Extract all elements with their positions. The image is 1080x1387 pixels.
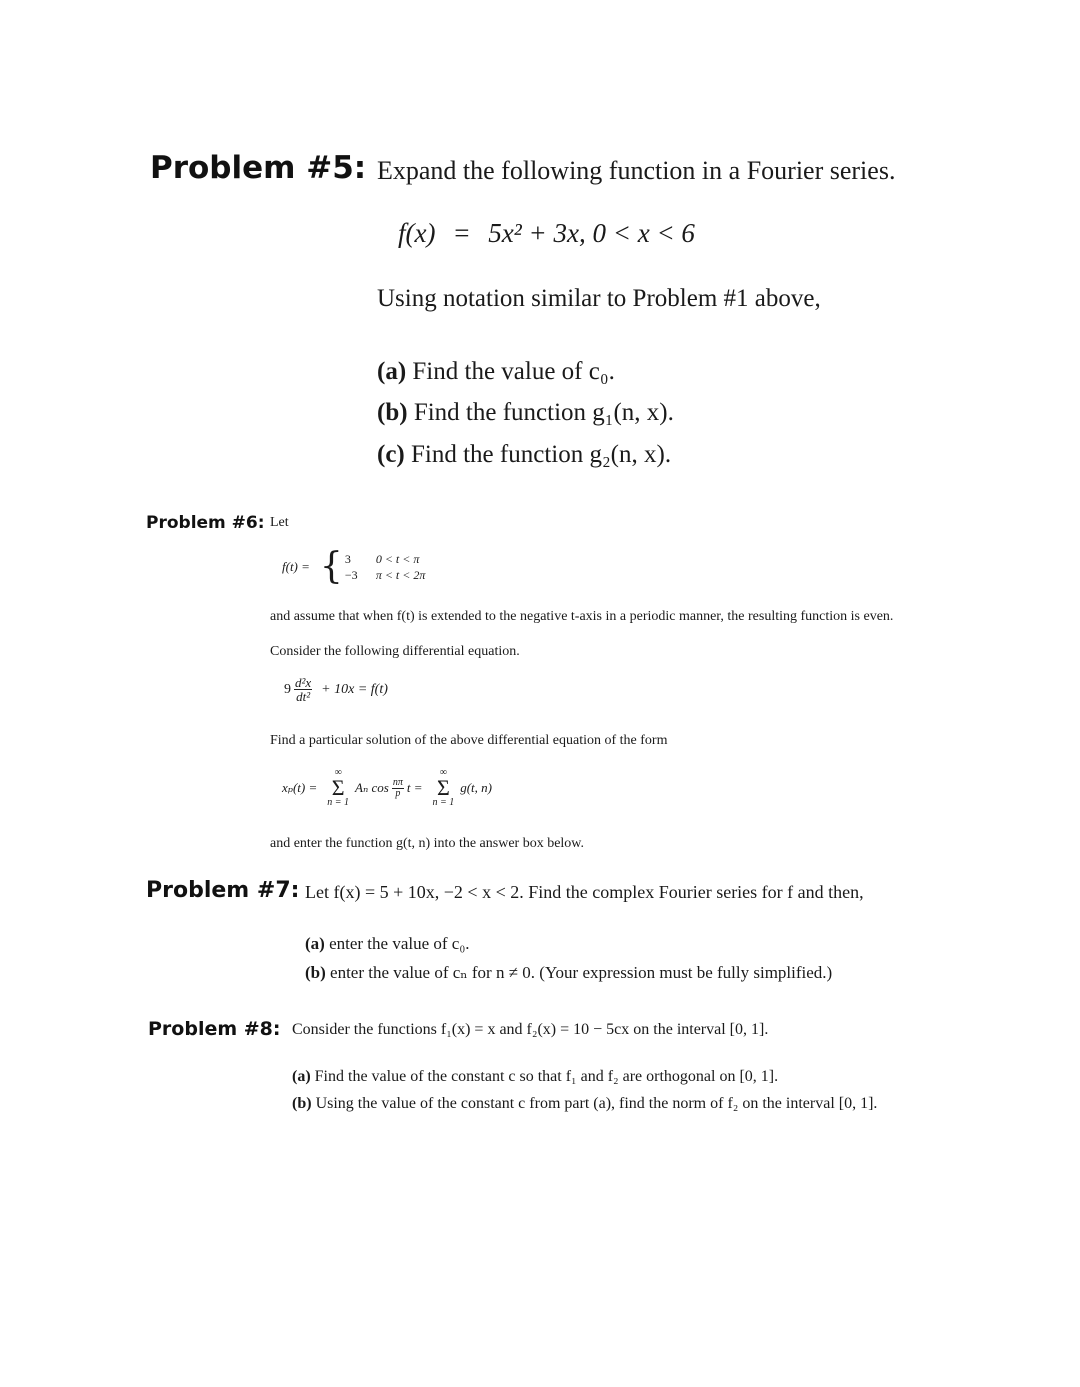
part-text: Find the function g₂(n, x). bbox=[411, 441, 672, 468]
problem-5-part-c bbox=[377, 441, 671, 469]
sum-lower: n = 1 bbox=[327, 797, 350, 808]
problem-6-text1: and assume that when f(t) is extended to the negative t-axis in a periodic manner, the resulting function is even. bbox=[270, 609, 894, 624]
equation-eq: = bbox=[454, 218, 470, 248]
problem-8-intro: Consider the functions f₁(x) = x and f₂(x) = 10 − 5cx on the interval [0, 1]. bbox=[292, 1021, 769, 1038]
ode-derivative bbox=[294, 676, 312, 703]
ode-num: d²x bbox=[295, 675, 312, 690]
case-row bbox=[345, 551, 426, 567]
sum-sigma: Σ bbox=[436, 775, 450, 800]
part-tag: (b) bbox=[377, 399, 408, 426]
series-term-c: g(t, n) bbox=[460, 780, 492, 795]
problem-7-label: Problem #7: bbox=[146, 878, 300, 903]
piecewise-lhs: f(t) = bbox=[282, 558, 310, 574]
equation-rhs: 5x² + 3x, 0 < x < 6 bbox=[488, 218, 695, 248]
series-term-a: Aₙ cos bbox=[355, 780, 389, 795]
case-condition: 0 < t < π bbox=[375, 551, 420, 566]
part-tag: (a) bbox=[292, 1068, 311, 1085]
problem-5-intro: Expand the following function in a Fourier series. bbox=[377, 156, 896, 185]
ode-rest: + 10x = f(t) bbox=[321, 681, 388, 697]
problem-5-label: Problem #5: bbox=[150, 150, 367, 186]
piecewise-cases bbox=[345, 551, 426, 583]
part-text: Find the value of c₀. bbox=[412, 358, 615, 385]
part-tag: (a) bbox=[377, 358, 407, 385]
series-fraction bbox=[392, 778, 404, 799]
series-term-b: t = bbox=[406, 780, 423, 795]
problem-7-part-a bbox=[305, 934, 470, 954]
case-value: 3 bbox=[344, 551, 351, 566]
problem-7-intro: Let f(x) = 5 + 10x, −2 < x < 2. Find the complex Fourier series for f and then, bbox=[305, 882, 864, 902]
part-tag: (b) bbox=[305, 963, 326, 982]
ode-coefficient: 9 bbox=[284, 681, 291, 697]
case-condition: π < t < 2π bbox=[375, 567, 426, 582]
differential-equation bbox=[284, 676, 388, 703]
ode-den: dt² bbox=[296, 689, 311, 704]
case-value: −3 bbox=[344, 567, 358, 582]
sum-upper: ∞ bbox=[439, 767, 447, 778]
part-text: enter the value of c₀. bbox=[329, 934, 470, 953]
problem-6-label: Problem #6: bbox=[146, 513, 265, 533]
problem-6-text3: Find a particular solution of the above differential equation of the form bbox=[270, 733, 668, 748]
summation-1 bbox=[327, 768, 349, 808]
problem-5-part-b bbox=[377, 399, 674, 427]
problem-6-text2: Consider the following differential equation. bbox=[270, 644, 520, 659]
problem-6-intro: Let bbox=[270, 515, 289, 530]
problem-7-part-b bbox=[305, 963, 832, 983]
problem-5-part-a bbox=[377, 358, 615, 386]
problem-5-note: Using notation similar to Problem #1 above, bbox=[377, 285, 821, 312]
part-text: Using the value of the constant c from part (a), find the norm of f₂ on the interval [0, 1]. bbox=[315, 1095, 878, 1112]
series-equation bbox=[282, 768, 492, 808]
frac-num: nπ bbox=[392, 776, 403, 788]
part-tag: (c) bbox=[377, 441, 405, 468]
part-text: Find the value of the constant c so that f₁ and f₂ are orthogonal on [0, 1]. bbox=[314, 1068, 779, 1085]
summation-2 bbox=[432, 768, 454, 808]
sum-sigma: Σ bbox=[331, 775, 345, 800]
problem-8-label: Problem #8: bbox=[148, 1018, 281, 1040]
case-row bbox=[345, 567, 426, 583]
equation-lhs: f(x) bbox=[398, 218, 436, 248]
problem-6-text4: and enter the function g(t, n) into the answer box below. bbox=[270, 836, 585, 851]
problem-5-equation bbox=[398, 218, 695, 249]
frac-den: p bbox=[395, 787, 401, 799]
left-brace: { bbox=[319, 546, 343, 587]
sum-lower: n = 1 bbox=[432, 797, 455, 808]
problem-8-part-a bbox=[292, 1068, 778, 1086]
part-tag: (a) bbox=[305, 934, 325, 953]
problem-8-part-b bbox=[292, 1095, 877, 1113]
part-text: Find the function g₁(n, x). bbox=[413, 399, 674, 426]
part-tag: (b) bbox=[292, 1095, 312, 1112]
piecewise-definition bbox=[282, 546, 425, 587]
series-lhs: xₚ(t) = bbox=[282, 780, 318, 795]
part-text: enter the value of cₙ for n ≠ 0. (Your expression must be fully simplified.) bbox=[330, 963, 833, 982]
sum-upper: ∞ bbox=[334, 767, 342, 778]
